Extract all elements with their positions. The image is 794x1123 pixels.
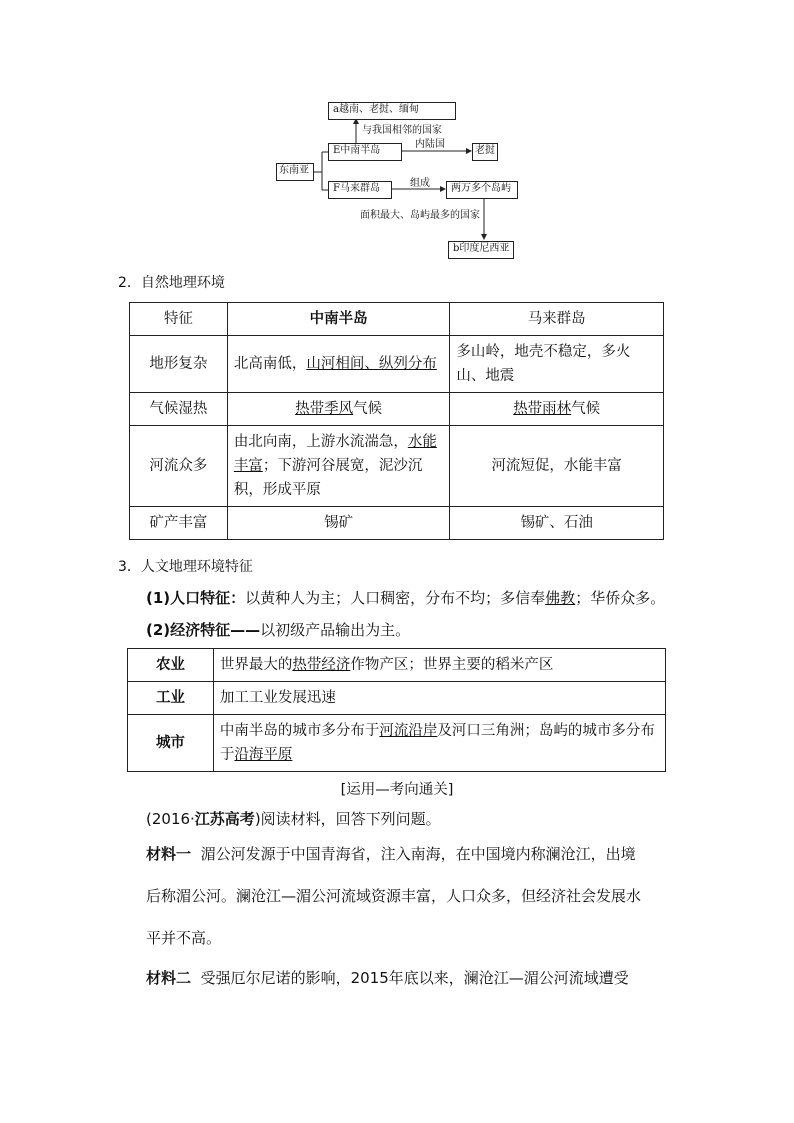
source-post: )阅读材料，回答下列问题。 xyxy=(254,810,441,828)
row-desc xyxy=(213,715,665,772)
table-row xyxy=(128,682,666,715)
cell-text: 气候 xyxy=(571,401,601,417)
row-name: 工业 xyxy=(128,682,214,715)
cell-text: 中南半岛的城市多分布于 xyxy=(219,723,380,739)
row-feature: 河流众多 xyxy=(130,426,228,507)
cell-underlined: 热带季风 xyxy=(295,401,354,417)
header-malay: 马来群岛 xyxy=(450,303,664,336)
table-row xyxy=(128,649,666,682)
material1-line2: 后称湄公河。澜沧江—湄公河流域资源丰富，人口众多，但经济社会发展水 xyxy=(146,887,642,905)
header-feature: 特征 xyxy=(130,303,228,336)
population-text: 以黄种人为主；人口稠密，分布不均；多信奉 xyxy=(245,589,546,607)
row-name: 城市 xyxy=(128,715,214,772)
table-row xyxy=(130,393,664,426)
population-text-end: ；华侨众多。 xyxy=(575,589,666,607)
source-exam: 江苏高考 xyxy=(194,810,255,828)
section2-title: 2．自然地理环境 xyxy=(118,275,225,291)
box-islands: 两万多个岛屿 xyxy=(446,181,518,199)
row-feature: 地形复杂 xyxy=(130,336,228,393)
row-indochina-cell xyxy=(227,393,450,426)
material1-text: 湄公河发源于中国青海省，注入南海，在中国境内称澜沧江，出境 xyxy=(200,845,636,863)
cell-text: ；下游河谷展宽，泥沙沉积，形成平原 xyxy=(233,458,423,498)
label-inland: 内陆国 xyxy=(415,139,445,150)
cell-text: 北高南低， xyxy=(233,356,307,372)
row-indochina-cell xyxy=(227,426,450,507)
row-malay-cell: 多山岭，地壳不稳定，多火山、地震 xyxy=(450,336,664,393)
material1-label: 材料一 xyxy=(146,845,192,863)
label-neighbor: 与我国相邻的国家 xyxy=(362,125,442,136)
material2-label: 材料二 xyxy=(146,969,192,987)
population-label: (1)人口特征： xyxy=(146,589,246,607)
header-indochina: 中南半岛 xyxy=(227,303,450,336)
cell-text: 气候 xyxy=(353,401,383,417)
label-largest: 面积最大、岛屿最多的国家 xyxy=(360,210,480,221)
row-name: 农业 xyxy=(128,649,214,682)
economy-line xyxy=(146,619,410,640)
label-compose: 组成 xyxy=(410,178,430,189)
cell-underlined: 水能丰富 xyxy=(233,434,437,474)
natural-environment-table xyxy=(129,302,664,540)
cell-text: 及河口三角洲；岛屿的城市多分布于 xyxy=(219,723,655,763)
material1-line1 xyxy=(146,843,636,864)
row-feature: 气候湿热 xyxy=(130,393,228,426)
row-indochina-cell: 锡矿 xyxy=(227,507,450,540)
cell-text: 世界最大的 xyxy=(219,657,293,673)
material1-line3: 平并不高。 xyxy=(146,929,222,947)
economy-table xyxy=(127,648,666,772)
cell-underlined: 热带经济 xyxy=(292,657,351,673)
row-desc: 加工工业发展迅速 xyxy=(213,682,665,715)
box-neighbor-countries: a越南、老挝、缅甸 xyxy=(328,102,456,120)
population-line xyxy=(146,587,665,608)
cell-underlined: 山河相间、纵列分布 xyxy=(306,356,437,372)
box-malay-archipelago: F马来群岛 xyxy=(328,181,392,199)
population-underlined: 佛教 xyxy=(545,589,576,607)
row-malay-cell: 河流短促，水能丰富 xyxy=(450,426,664,507)
row-malay-cell: 锡矿、石油 xyxy=(450,507,664,540)
row-indochina-cell xyxy=(227,336,450,393)
cell-underlined: 河流沿岸 xyxy=(379,723,438,739)
table-row xyxy=(130,336,664,393)
table-row xyxy=(130,507,664,540)
cell-underlined: 沿海平原 xyxy=(234,747,293,763)
table-row xyxy=(130,426,664,507)
material2-line1 xyxy=(146,967,629,988)
cell-underlined: 热带雨林 xyxy=(513,401,572,417)
cell-text: 作物产区；世界主要的稻米产区 xyxy=(350,657,554,673)
cell-text: 由北向南，上游水流湍急， xyxy=(233,434,408,450)
economy-text: 以初级产品输出为主。 xyxy=(260,621,411,639)
section3-title: 3．人文地理环境特征 xyxy=(118,559,253,575)
material2-text: 受强厄尔尼诺的影响，2015年底以来，澜沧江—湄公河流域遭受 xyxy=(200,969,629,987)
source-line xyxy=(146,808,441,829)
economy-label: (2)经济特征—— xyxy=(146,621,261,639)
box-indonesia: b印度尼西亚 xyxy=(448,241,514,259)
row-malay-cell xyxy=(450,393,664,426)
row-desc xyxy=(213,649,665,682)
practice-heading: [运用—考向通关] xyxy=(340,782,454,798)
box-indochina: E中南半岛 xyxy=(328,143,402,161)
row-feature: 矿产丰富 xyxy=(130,507,228,540)
table-header-row xyxy=(130,303,664,336)
box-southeast-asia: 东南亚 xyxy=(276,163,314,181)
table-row xyxy=(128,715,666,772)
source-pre: (2016· xyxy=(146,810,195,828)
box-laos: 老挝 xyxy=(472,143,498,161)
